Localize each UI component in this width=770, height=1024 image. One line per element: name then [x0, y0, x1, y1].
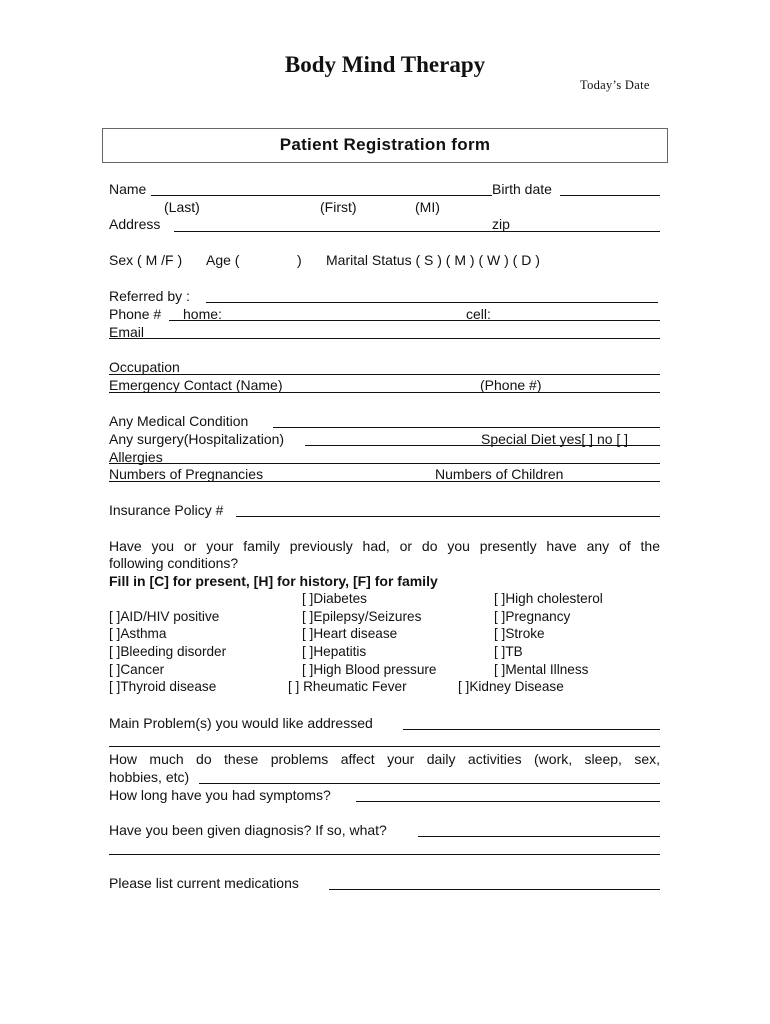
- email-label: Email: [109, 324, 145, 340]
- occupation-label: Occupation: [109, 359, 180, 375]
- birth-date-field[interactable]: [560, 195, 660, 196]
- conditions-instructions: Fill in [C] for present, [H] for history, [F] for family: [109, 573, 438, 589]
- insurance-field[interactable]: [236, 516, 660, 517]
- conditions-question-line1: Have you or your family previously had, or do you presently have any of the: [109, 538, 660, 554]
- medical-condition-field[interactable]: [273, 427, 660, 428]
- condition-checkbox[interactable]: [ ]Bleeding disorder: [109, 644, 227, 659]
- occupation-field[interactable]: [109, 374, 660, 375]
- children-label: Numbers of Children: [435, 466, 564, 482]
- home-phone-label: home:: [183, 306, 222, 322]
- diagnosis-field[interactable]: [418, 836, 660, 837]
- referred-by-field[interactable]: [206, 302, 658, 303]
- medications-field[interactable]: [329, 889, 660, 890]
- condition-checkbox[interactable]: [ ]High Blood pressure: [302, 662, 437, 677]
- phone-field[interactable]: [169, 320, 660, 321]
- condition-checkbox[interactable]: [ ]Pregnancy: [494, 609, 571, 624]
- referred-by-label: Referred by :: [109, 288, 190, 304]
- condition-checkbox[interactable]: [ ]Asthma: [109, 626, 167, 641]
- emergency-phone-label: (Phone #): [480, 377, 542, 393]
- condition-checkbox[interactable]: [ ]Heart disease: [302, 626, 398, 641]
- name-label: Name: [109, 181, 147, 197]
- condition-checkbox[interactable]: [ ]Cancer: [109, 662, 165, 677]
- condition-checkbox[interactable]: [ ]Mental Illness: [494, 662, 589, 677]
- how-long-field[interactable]: [356, 801, 660, 802]
- birth-date-label: Birth date: [492, 181, 552, 197]
- condition-checkbox[interactable]: [ ]High cholesterol: [494, 591, 603, 606]
- allergies-field[interactable]: [109, 463, 660, 464]
- pregnancies-field[interactable]: [109, 481, 660, 482]
- phone-label: Phone #: [109, 306, 162, 322]
- condition-checkbox[interactable]: [ ]Diabetes: [302, 591, 367, 606]
- pregnancies-label: Numbers of Pregnancies: [109, 466, 264, 482]
- sex-label: Sex ( M /F ): [109, 252, 183, 268]
- condition-checkbox[interactable]: [ ]AID/HIV positive: [109, 609, 220, 624]
- affect-question-line1: How much do these problems affect your daily activities (work, sleep, sex,: [109, 751, 660, 767]
- condition-checkbox[interactable]: [ ]Thyroid disease: [109, 679, 217, 694]
- main-problem-field[interactable]: [403, 729, 660, 730]
- middle-initial-hint: (MI): [415, 199, 440, 215]
- condition-checkbox[interactable]: [ ]Epilepsy/Seizures: [302, 609, 422, 624]
- how-long-label: How long have you had symptoms?: [109, 787, 331, 803]
- address-field[interactable]: [174, 231, 660, 232]
- affect-field[interactable]: [199, 783, 660, 784]
- medical-condition-label: Any Medical Condition: [109, 413, 249, 429]
- condition-checkbox[interactable]: [ ]TB: [494, 644, 523, 659]
- condition-checkbox[interactable]: [ ]Kidney Disease: [458, 679, 564, 694]
- diagnosis-label: Have you been given diagnosis? If so, what?: [109, 822, 387, 838]
- emergency-contact-label: Emergency Contact (Name): [109, 377, 283, 393]
- age-close-paren: ): [297, 252, 302, 268]
- cell-phone-label: cell:: [466, 306, 491, 322]
- address-label: Address: [109, 216, 161, 232]
- name-field[interactable]: [151, 195, 492, 196]
- affect-question-line2: hobbies, etc): [109, 769, 190, 785]
- email-field[interactable]: [109, 338, 660, 339]
- first-name-hint: (First): [320, 199, 357, 215]
- zip-label: zip: [492, 216, 510, 232]
- conditions-question-line2: following conditions?: [109, 555, 239, 571]
- insurance-label: Insurance Policy #: [109, 502, 224, 518]
- condition-checkbox[interactable]: [ ]Stroke: [494, 626, 545, 641]
- special-diet-label: Special Diet yes[ ] no [ ]: [481, 431, 629, 447]
- page-title: Body Mind Therapy: [284, 52, 486, 77]
- condition-checkbox[interactable]: [ ] Rheumatic Fever: [288, 679, 407, 694]
- emergency-contact-field[interactable]: [109, 392, 660, 393]
- form-title-box: [102, 128, 668, 163]
- main-problem-label: Main Problem(s) you would like addressed: [109, 715, 373, 731]
- condition-checkbox[interactable]: [ ]Hepatitis: [302, 644, 367, 659]
- main-problem-field-2[interactable]: [109, 746, 660, 747]
- medications-label: Please list current medications: [109, 875, 299, 891]
- todays-date-label: Today’s Date: [580, 78, 650, 92]
- age-label: Age (: [206, 252, 240, 268]
- diagnosis-field-2[interactable]: [109, 854, 660, 855]
- surgery-label: Any surgery(Hospitalization): [109, 431, 285, 447]
- allergies-label: Allergies: [109, 449, 163, 465]
- marital-status-label: Marital Status ( S ) ( M ) ( W ) ( D ): [326, 252, 540, 268]
- form-title: Patient Registration form: [279, 135, 491, 154]
- last-name-hint: (Last): [164, 199, 200, 215]
